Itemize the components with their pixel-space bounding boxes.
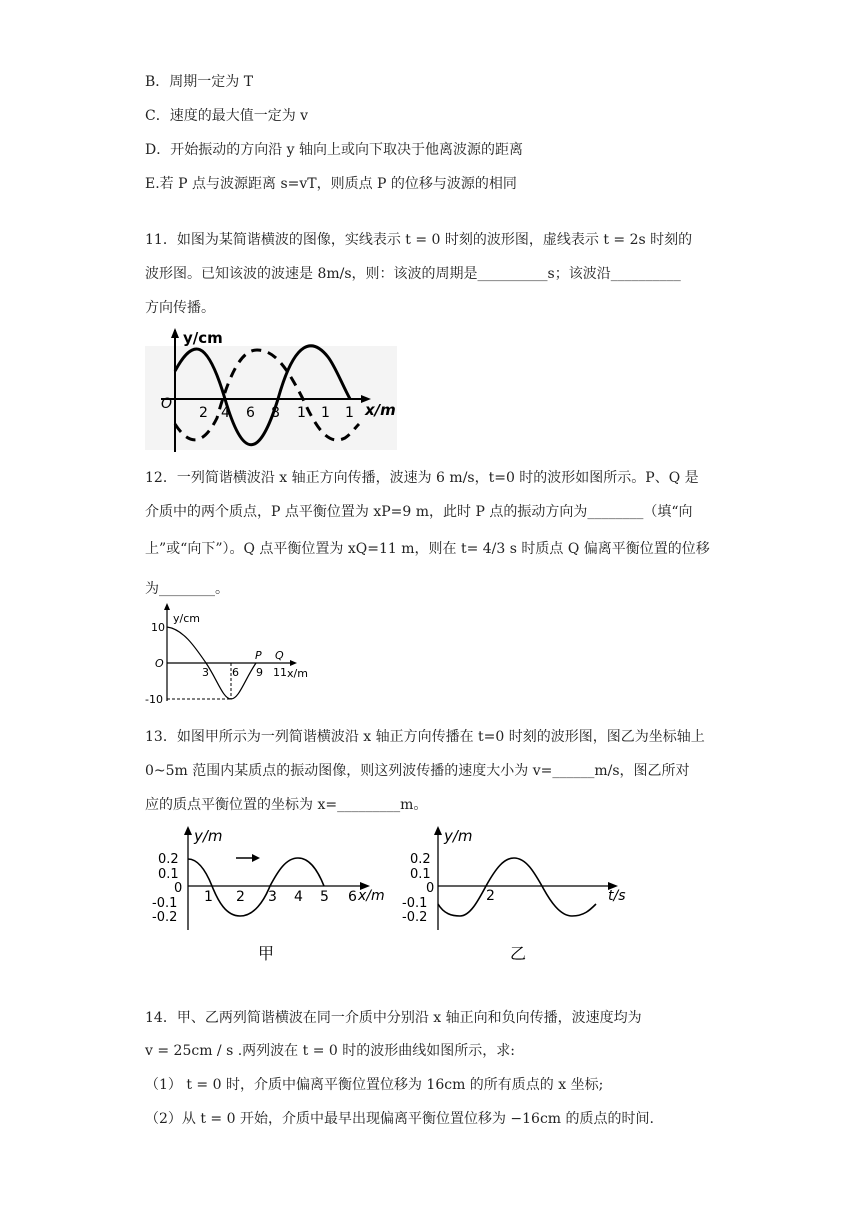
- y-max-label: 10: [151, 621, 165, 634]
- x-tick-label: 6: [348, 889, 357, 905]
- y-axis-label: y/m: [194, 827, 223, 845]
- wave-curve: [188, 858, 324, 916]
- tick-label: 6: [232, 666, 239, 679]
- y-axis-label: y/cm: [183, 329, 223, 347]
- q11-line-1: 11．如图为某简谐横波的图像，实线表示 t = 0 时刻的波形图，虚线表示 t = 2s 时刻的: [145, 232, 693, 248]
- x-tick-label: 3: [268, 889, 277, 905]
- q13-line-3: 应的质点平衡位置的坐标为 x=_________m。: [145, 797, 428, 813]
- y-axis-arrow: [164, 603, 170, 610]
- y-tick-label: -0.1: [402, 896, 428, 911]
- q12-line-3: 上”或“向下”）。Q 点平衡位置为 xQ=11 m，则在 t= 4/3 s 时质点 Q 偏离平衡位置的位移: [145, 541, 710, 557]
- tick-label: 8: [271, 405, 280, 421]
- q14-line-1: 14．甲、乙两列简谐横波在同一介质中分别沿 x 轴正向和负向传播，波速度均为: [145, 1010, 642, 1026]
- q12-wave-figure: [145, 603, 325, 703]
- q13-figure-jia: [152, 826, 402, 966]
- y-axis-arrow: [434, 826, 442, 835]
- tick-label: 1: [321, 405, 330, 421]
- x-tick-label: 5: [320, 889, 329, 905]
- point-p-label: P: [255, 649, 262, 662]
- y-tick-label: -0.2: [152, 910, 178, 925]
- option-b: B．周期一定为 T: [145, 74, 254, 90]
- q12-line-1: 12．一列简谐横波沿 x 轴正方向传播，波速为 6 m/s，t=0 时的波形如图所示。P、Q 是: [145, 470, 699, 486]
- q11-wave-figure: [145, 328, 405, 454]
- q14-line-3: （1） t = 0 时，介质中偏离平衡位置位移为 16cm 的所有质点的 x 坐标;: [145, 1077, 604, 1093]
- q13-figure-yi: [400, 826, 640, 966]
- y-axis-label: y/m: [444, 827, 473, 845]
- q14-line-2: v = 25cm / s .两列波在 t = 0 时的波形曲线如图所示，求:: [145, 1043, 515, 1059]
- origin-label: O: [155, 657, 164, 670]
- q14-line-4: （2）从 t = 0 开始，介质中最早出现偏离平衡位置位移为 −16cm 的质点的时间.: [145, 1111, 654, 1127]
- t-axis-label: t/s: [608, 888, 626, 904]
- y-tick-label: 0: [174, 881, 183, 896]
- tick-label: 9: [256, 666, 263, 679]
- direction-arrow-head: [252, 854, 260, 862]
- option-c: C．速度的最大值一定为 v: [145, 108, 309, 124]
- option-e: E.若 P 点与波源距离 s=vT，则质点 P 的位移与波源的相同: [145, 176, 517, 192]
- option-d: D．开始振动的方向沿 y 轴向上或向下取决于他离波源的距离: [145, 142, 524, 158]
- tick-label: 2: [199, 405, 208, 421]
- tick-label: 1: [345, 405, 354, 421]
- figure-caption: 甲: [258, 944, 275, 963]
- tick-label: 1: [297, 405, 306, 421]
- q13-line-1: 13．如图甲所示为一列简谐横波沿 x 轴正方向传播在 t=0 时刻的波形图，图乙为坐标轴上: [145, 729, 705, 745]
- figure-caption: 乙: [510, 944, 527, 963]
- tick-label: 6: [246, 405, 255, 421]
- point-q-label: Q: [275, 649, 284, 662]
- q12-line-2: 介质中的两个质点，P 点平衡位置为 xP=9 m，此时 P 点的振动方向为________（填“向: [145, 504, 693, 520]
- x-axis-label: x/m: [365, 401, 396, 419]
- x-tick-label: 4: [294, 889, 303, 905]
- tick-label: 11: [273, 666, 287, 679]
- x-axis-label: x/m: [287, 667, 308, 680]
- y-tick-label: 0.2: [158, 852, 179, 867]
- y-min-label: -10: [145, 693, 163, 703]
- y-axis-arrow: [184, 826, 192, 835]
- x-tick-label: 1: [204, 889, 213, 905]
- origin-label: O: [161, 396, 173, 412]
- t-tick-label: 2: [486, 888, 495, 904]
- x-axis-label: x/m: [358, 888, 385, 904]
- y-axis-label: y/cm: [173, 612, 200, 625]
- x-axis-arrow: [290, 660, 297, 666]
- vibration-curve: [438, 858, 596, 916]
- y-tick-label: 0: [426, 881, 435, 896]
- y-tick-label: -0.1: [152, 896, 178, 911]
- q11-line-3: 方向传播。: [145, 300, 215, 316]
- tick-label: 4: [221, 405, 230, 421]
- x-tick-label: 2: [236, 889, 245, 905]
- tick-label: 3: [202, 666, 209, 679]
- q11-line-2: 波形图。已知该波的波速是 8m/s，则：该波的周期是__________s；该波沿__________: [145, 266, 681, 282]
- y-tick-label: -0.2: [402, 910, 428, 925]
- q12-line-4: 为________。: [145, 581, 229, 597]
- y-tick-label: 0.1: [410, 867, 431, 882]
- y-tick-label: 0.2: [410, 852, 431, 867]
- q13-line-2: 0~5m 范围内某质点的振动图像，则这列波传播的速度大小为 v=______m/s，图乙所对: [145, 763, 690, 779]
- y-tick-label: 0.1: [158, 867, 179, 882]
- y-axis-arrow: [171, 328, 179, 338]
